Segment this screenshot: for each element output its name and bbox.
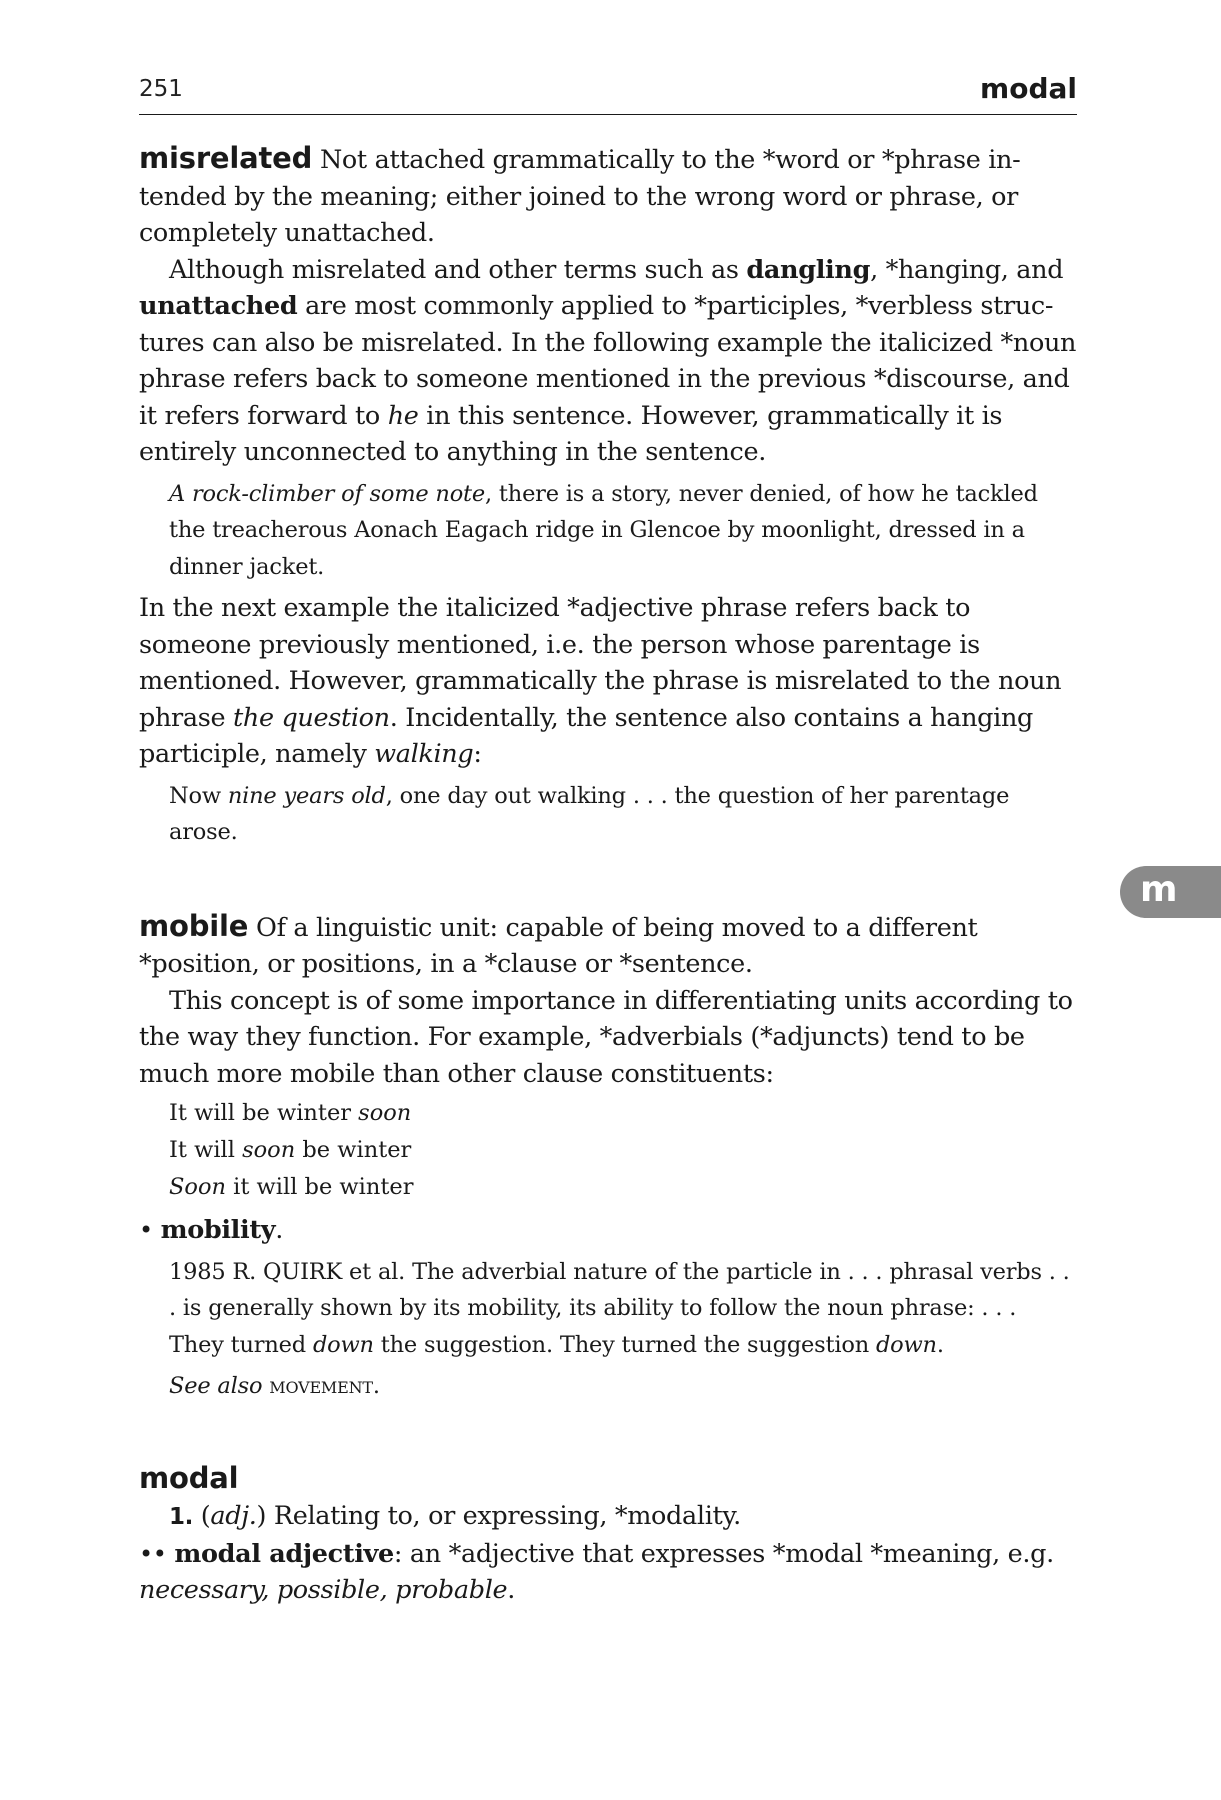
headword: modal <box>139 1460 239 1495</box>
headword: mobile <box>139 908 249 943</box>
page-number: 251 <box>139 76 183 102</box>
compound: •• modal adjective: an *adjective that expresses *modal *meaning, e.g. necessary, possible, probable. <box>139 1538 1054 1605</box>
example-sentence: Soon it will be winter <box>169 1174 414 1200</box>
entry-definition: misrelated Not attached grammatically to the *word or *phrase in-tended by the meaning; either joined to the wrong word or phrase, or completely unattached. <box>139 141 1021 248</box>
entry-misrelated <box>139 140 1077 851</box>
derivative: • mobility. <box>139 1215 284 1245</box>
sense: 1. (adj.) Relating to, or expressing, *modality. <box>169 1501 741 1531</box>
example-quote: Now nine years old, one day out walking . . . the question of her parentage arose. <box>169 782 1010 845</box>
entry-definition: mobile Of a linguistic unit: capable of being moved to a different *position, or positions, in a *clause or *sentence. <box>139 908 978 979</box>
cross-reference: movement <box>269 1373 373 1399</box>
citation-quote: 1985 R. QUIRK et al. The adverbial nature of the particle in . . . phrasal verbs . . . is generally shown by its mobility, its ability to follow the noun phrase: . . . They turned down the suggestion. They turned the suggestion down. <box>169 1258 1070 1358</box>
headword: misrelated <box>139 141 313 175</box>
entry-paragraph: This concept is of some importance in differentiating units according to the way they function. For example, *adverbials (*adjuncts) tend to be much more mobile than other clause constituents: <box>139 985 1073 1089</box>
running-head: modal <box>980 72 1077 105</box>
headword-line <box>139 1460 1077 1499</box>
thumb-index-tab <box>1120 866 1221 918</box>
example-sentence: It will soon be winter <box>169 1137 412 1163</box>
example-list <box>139 1095 1077 1206</box>
example-quote: A rock-climber of some note, there is a story, never denied, of how he tackled the treacherous Aonach Eagach ridge in Glencoe by moonlight, dressed in a dinner jacket. <box>169 480 1038 580</box>
see-also: See also movement. <box>169 1373 380 1399</box>
entry-modal <box>139 1460 1077 1609</box>
example-sentence: It will be winter soon <box>169 1100 412 1126</box>
entry-paragraph: Although misrelated and other terms such as dangling, *hanging, and unattached are most commonly applied to *participles, *verbless struc-tures can also be misrelated. In the following example the italicized *noun phrase refers back to someone mentioned in the previous *discourse, and it refers forward to he in this sentence. However, grammatically it is entirely unconnected to anything in the sentence. <box>139 254 1077 467</box>
thumb-index-letter: m <box>1140 869 1178 910</box>
page-header <box>139 70 1077 115</box>
entry-mobile <box>139 908 1077 1405</box>
page-content <box>139 140 1077 1609</box>
entry-paragraph: In the next example the italicized *adjective phrase refers back to someone previously mentioned, i.e. the person whose parentage is mentioned. However, grammatically the phrase is misrelated to the noun phrase the question. Incidentally, the sentence also contains a hanging participle, namely walking: <box>139 593 1062 769</box>
